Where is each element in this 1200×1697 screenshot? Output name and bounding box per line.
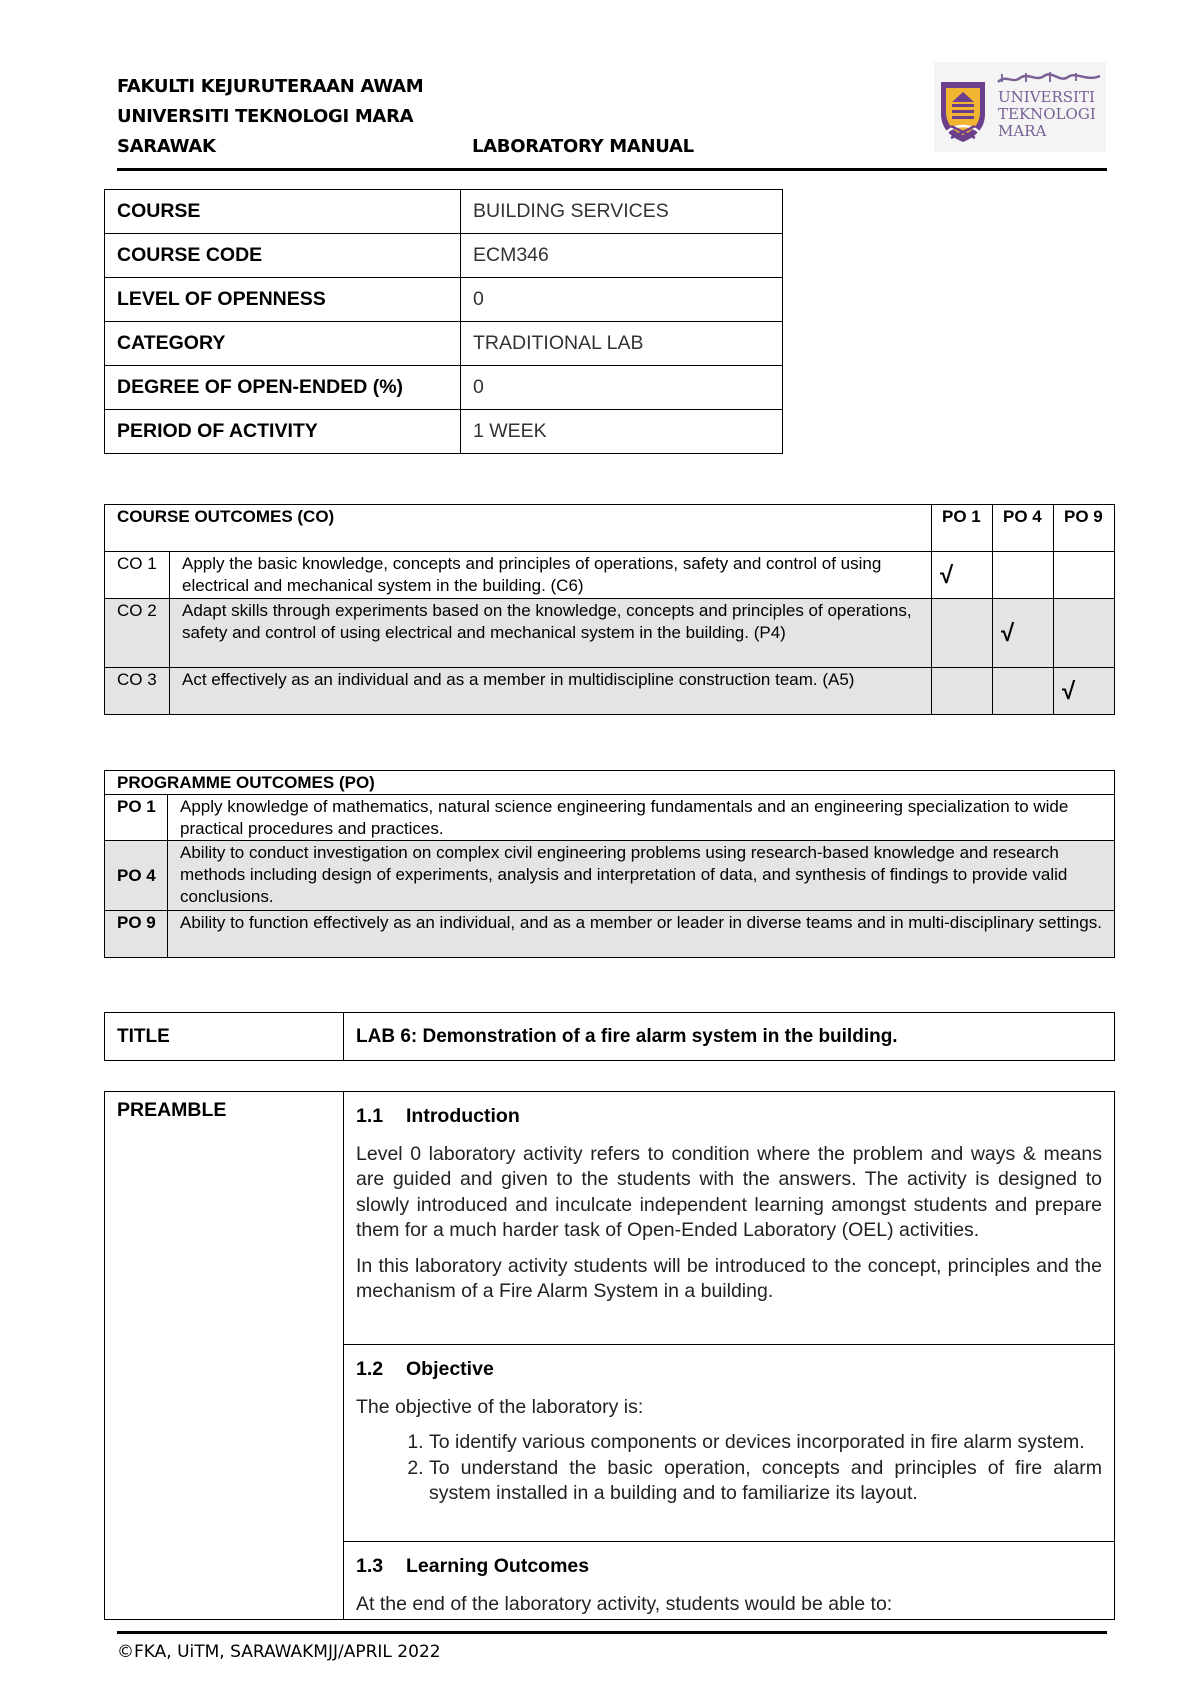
footer-divider	[117, 1631, 1107, 1634]
po-row	[105, 911, 1115, 958]
po-text: Ability to function effectively as an individual, and as a member or leader in diverse teams and in multi-disciplinary settings.	[168, 911, 1115, 958]
empty-cell	[1054, 599, 1115, 668]
co-header-row	[105, 505, 1115, 552]
introduction-paragraph: In this laboratory activity students will be introduced to the concept, principles and the mechanism of a Fire Alarm System in a building.	[356, 1254, 1102, 1302]
info-value: TRADITIONAL LAB	[461, 322, 783, 366]
po-number: PO 1	[105, 795, 168, 841]
title-row	[105, 1013, 1115, 1061]
info-row	[105, 322, 783, 366]
lab-title-table	[104, 1012, 1115, 1061]
check-mark: √	[1054, 668, 1115, 715]
campus-name: SARAWAK	[117, 136, 216, 157]
empty-cell	[932, 599, 993, 668]
info-row	[105, 190, 783, 234]
info-key: DEGREE OF OPEN-ENDED (%)	[105, 366, 461, 410]
info-key: COURSE CODE	[105, 234, 461, 278]
info-value: 1 WEEK	[461, 410, 783, 454]
info-key: CATEGORY	[105, 322, 461, 366]
co-row	[105, 552, 1115, 599]
document-type: LABORATORY MANUAL	[472, 136, 694, 157]
objective-item: 1. To identify various components or devices incorporated in fire alarm system.	[429, 1430, 1102, 1456]
info-row	[105, 278, 783, 322]
objective-lead: The objective of the laboratory is:	[356, 1395, 644, 1418]
po-number: PO 9	[105, 911, 168, 958]
introduction-heading: 1.1 Introduction	[356, 1105, 520, 1127]
objective-heading: 1.2 Objective	[356, 1358, 494, 1380]
lab-title: LAB 6: Demonstration of a fire alarm system in the building.	[344, 1013, 1115, 1061]
info-key: LEVEL OF OPENNESS	[105, 278, 461, 322]
course-info-table	[104, 189, 783, 454]
preamble-row	[105, 1092, 1115, 1345]
info-value: ECM346	[461, 234, 783, 278]
learning-outcomes-section	[344, 1542, 1115, 1620]
preamble-table	[104, 1091, 1115, 1620]
check-mark: √	[993, 599, 1054, 668]
po-header: PO 1	[932, 505, 993, 552]
learning-outcomes-heading: 1.3 Learning Outcomes	[356, 1555, 590, 1577]
co-text: Act effectively as an individual and as a member in multidiscipline construction team. (A5)	[170, 668, 932, 715]
co-number: CO 2	[105, 599, 170, 668]
co-number: CO 3	[105, 668, 170, 715]
info-row	[105, 234, 783, 278]
info-value: 0	[461, 278, 783, 322]
po-number: PO 4	[105, 841, 168, 911]
empty-cell	[993, 552, 1054, 599]
university-name: UNIVERSITI TEKNOLOGI MARA	[117, 106, 414, 127]
co-row	[105, 668, 1115, 715]
co-row	[105, 599, 1115, 668]
uitm-crest-icon	[937, 80, 989, 144]
po-row	[105, 795, 1115, 841]
po-header: PO 4	[993, 505, 1054, 552]
objective-section	[344, 1345, 1115, 1542]
programme-outcomes-table	[104, 770, 1115, 958]
po-heading: PROGRAMME OUTCOMES (PO)	[105, 771, 1115, 795]
introduction-section	[344, 1092, 1115, 1345]
footer-text: ©FKA, UiTM, SARAWAKMJJ/APRIL 2022	[117, 1642, 441, 1662]
po-header: PO 9	[1054, 505, 1115, 552]
info-key: COURSE	[105, 190, 461, 234]
uitm-logo	[934, 62, 1106, 152]
empty-cell	[1054, 552, 1115, 599]
info-value: 0	[461, 366, 783, 410]
info-value: BUILDING SERVICES	[461, 190, 783, 234]
title-key: TITLE	[105, 1013, 344, 1061]
po-header-row	[105, 771, 1115, 795]
po-row	[105, 841, 1115, 911]
info-key: PERIOD OF ACTIVITY	[105, 410, 461, 454]
info-row	[105, 410, 783, 454]
empty-cell	[993, 668, 1054, 715]
header-divider	[117, 168, 1107, 171]
po-text: Apply knowledge of mathematics, natural science engineering fundamentals and an engineering specialization to wide practical procedures and practices.	[168, 795, 1115, 841]
introduction-paragraph: Level 0 laboratory activity refers to condition where the problem and ways & means are guided and given to the students with the answers. The activity is designed to slowly introduced and inculcate independent learning amongst students and prepare them for a much harder task of Open-Ended Laboratory (OEL) activities.	[356, 1142, 1102, 1241]
preamble-key: PREAMBLE	[105, 1092, 344, 1620]
po-text: Ability to conduct investigation on complex civil engineering problems using research-based knowledge and research methods including design of experiments, analysis and interpretation of data, and synthesis of findings to provide valid conclusions.	[168, 841, 1115, 911]
co-heading: COURSE OUTCOMES (CO)	[105, 505, 932, 552]
logo-word-universiti: UNIVERSITI	[998, 88, 1095, 106]
check-mark: √	[932, 552, 993, 599]
objective-item: 2. To understand the basic operation, concepts and principles of fire alarm system installed in a building and to familiarize its layout.	[429, 1456, 1102, 1507]
info-row	[105, 366, 783, 410]
jawi-script-logo	[996, 70, 1102, 86]
course-outcomes-table	[104, 504, 1115, 715]
co-text: Apply the basic knowledge, concepts and principles of operations, safety and control of using electrical and mechanical system in the building. (C6)	[170, 552, 932, 599]
co-text: Adapt skills through experiments based on the knowledge, concepts and principles of operations, safety and control of using electrical and mechanical system in the building. (P4)	[170, 599, 932, 668]
co-number: CO 1	[105, 552, 170, 599]
empty-cell	[932, 668, 993, 715]
logo-word-teknologi: TEKNOLOGI	[998, 105, 1096, 123]
objective-list	[356, 1430, 1102, 1507]
faculty-name: FAKULTI KEJURUTERAAN AWAM	[117, 76, 424, 97]
learning-outcomes-lead: At the end of the laboratory activity, students would be able to:	[356, 1592, 893, 1615]
logo-word-mara: MARA	[998, 122, 1047, 140]
